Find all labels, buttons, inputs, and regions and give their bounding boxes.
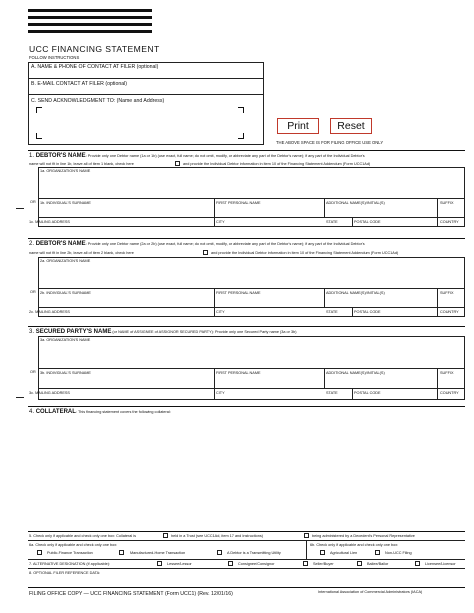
section-2-intro-3: and provide the Individual Debtor information in item 10 of the Financing Statement Addendum (Form UCC1Ad) [211, 251, 399, 255]
section-rule [28, 326, 465, 327]
section-1-title [29, 153, 365, 159]
section-1-mail-label: 1c. MAILING ADDRESS [29, 220, 70, 224]
public-finance-check[interactable] [37, 550, 42, 555]
divider [306, 540, 307, 559]
section-1-addl-label: ADDITIONAL NAME(S)/INITIAL(S) [326, 201, 385, 205]
non-ucc-filing-label: Non-UCC Filing [385, 551, 412, 555]
divider [437, 288, 438, 317]
section-2-check[interactable] [203, 250, 208, 255]
divider [28, 540, 465, 541]
section-1-intro-3: and provide the Individual Debtor information in item 10 of the Financing Statement Addendum (Form UCC1Ad) [183, 162, 371, 166]
margin-mark [16, 397, 24, 398]
divider [352, 388, 353, 400]
divider [38, 198, 465, 199]
footer-iaca: International Association of Commercial Administrators (IACA) [318, 590, 423, 594]
section-3-city-label: CITY [216, 391, 225, 395]
divider [214, 368, 215, 400]
section-5-text: 5. Check only if applicable and check only one box: Collateral is [29, 534, 137, 538]
section-3-country-label: COUNTRY [440, 391, 459, 395]
section-2-first-label: FIRST PERSONAL NAME [216, 291, 261, 295]
bailee-bailor-check[interactable] [357, 561, 362, 566]
section-4-title [29, 409, 171, 415]
section-rule [28, 150, 465, 151]
manufactured-home-label: Manufactured-Home Transaction [130, 551, 186, 555]
section-3-state-label: STATE [326, 391, 338, 395]
divider [324, 368, 325, 388]
section-2-country-label: COUNTRY [440, 310, 459, 314]
or-label: OR [30, 290, 36, 294]
divider [28, 559, 465, 560]
divider [38, 388, 465, 389]
transmitting-utility-check[interactable] [217, 550, 222, 555]
section-1-surname-label: 1b. INDIVIDUAL'S SURNAME [40, 201, 91, 205]
section-3-first-label: FIRST PERSONAL NAME [216, 371, 261, 375]
section-2-heading: DEBTOR'S NAME [35, 241, 86, 247]
section-1-org-label: 1a. ORGANIZATION'S NAME [40, 169, 91, 173]
section-3-postal-label: POSTAL CODE [354, 391, 381, 395]
divider [28, 78, 264, 79]
section-1-country-label: COUNTRY [440, 220, 459, 224]
divider [38, 288, 465, 289]
divider [324, 288, 325, 307]
section-3-title [29, 329, 296, 335]
section-6a-text: 6a. Check only if applicable and check only one box: [29, 543, 118, 547]
section-3-number: 3. [29, 329, 35, 335]
section-3-addl-label: ADDITIONAL NAME(S)/INITIAL(S) [326, 371, 385, 375]
section-1-first-label: FIRST PERSONAL NAME [216, 201, 261, 205]
print-button[interactable]: Print [277, 118, 319, 134]
section-2-city-label: CITY [216, 310, 225, 314]
or-label: OR [30, 200, 36, 204]
ack-address-field[interactable] [36, 107, 244, 139]
licensee-licensor-check[interactable] [415, 561, 420, 566]
divider [324, 198, 325, 217]
lessee-lessor-label: Lessee/Lessor [167, 562, 192, 566]
trust-check[interactable] [163, 533, 168, 538]
contact-at-filer-label: A. NAME & PHONE OF CONTACT AT FILER (optional) [31, 64, 159, 70]
form-title: UCC FINANCING STATEMENT [29, 44, 160, 54]
licensee-licensor-label: Licensee/Licensor [425, 562, 456, 566]
section-4-heading: COLLATERAL [35, 409, 76, 415]
divider [352, 217, 353, 227]
agricultural-lien-check[interactable] [320, 550, 325, 555]
section-1-intro-2: name will not fit in line 1b, leave all of item 1 blank, check here [29, 162, 134, 166]
section-2-state-label: STATE [326, 310, 338, 314]
section-1-check[interactable] [175, 161, 180, 166]
section-1-grid [38, 167, 465, 227]
non-ucc-filing-check[interactable] [375, 550, 380, 555]
section-1-suffix-label: SUFFIX [440, 201, 454, 205]
section-2-org-label: 2a. ORGANIZATION'S NAME [40, 259, 91, 263]
section-2-intro: : Provide only one Debtor name (2a or 2b) (use exact, full name; do not omit, modify, or abbreviate any part of the Debtor's name); if any part of the Individual Debtor's [85, 242, 365, 246]
section-2-surname-label: 2b. INDIVIDUAL'S SURNAME [40, 291, 91, 295]
divider [437, 368, 438, 400]
seller-buyer-label: Seller/Buyer [313, 562, 334, 566]
consignee-consignor-label: Consignee/Consignor [238, 562, 275, 566]
header-bar [28, 30, 152, 33]
or-label: OR [30, 370, 36, 374]
send-ack-label: C. SEND ACKNOWLEDGMENT TO: (Name and Address) [31, 98, 165, 104]
lessee-lessor-check[interactable] [157, 561, 162, 566]
filing-office-note: THE ABOVE SPACE IS FOR FILING OFFICE USE ONLY [276, 140, 384, 145]
section-rule [28, 238, 465, 239]
section-3-org-label: 3a. ORGANIZATION'S NAME [40, 338, 91, 342]
section-2-title [29, 241, 365, 247]
follow-instructions: FOLLOW INSTRUCTIONS [29, 55, 80, 60]
section-1-postal-label: POSTAL CODE [354, 220, 381, 224]
footer-form-id: FILING OFFICE COPY — UCC FINANCING STATEMENT (Form UCC1) (Rev. 12/01/16) [29, 591, 233, 597]
section-rule [28, 587, 465, 588]
header-bar [28, 23, 152, 26]
divider [38, 217, 465, 218]
divider [28, 94, 264, 95]
section-2-addl-label: ADDITIONAL NAME(S)/INITIAL(S) [326, 291, 385, 295]
section-7-text: 7. ALTERNATIVE DESIGNATION (if applicable): [29, 562, 111, 566]
divider [28, 568, 465, 569]
header-bar [28, 16, 152, 19]
section-3-mail-label: 3c. MAILING ADDRESS [29, 391, 70, 395]
section-2-number: 2. [29, 241, 35, 247]
divider [214, 198, 215, 227]
section-rule [28, 531, 465, 532]
section-1-city-label: CITY [216, 220, 225, 224]
reference-data-field[interactable] [29, 577, 465, 587]
divider [38, 368, 465, 369]
bailee-bailor-label: Bailee/Bailor [367, 562, 389, 566]
section-2-intro-2: name will not fit in line 2b, leave all of item 2 blank, check here [29, 251, 134, 255]
decedent-check[interactable] [304, 533, 309, 538]
section-6b-text: 6b. Check only if applicable and check only one box: [310, 543, 399, 547]
divider [38, 307, 465, 308]
section-1-state-label: STATE [326, 220, 338, 224]
section-2-grid [38, 257, 465, 317]
agricultural-lien-label: Agricultural Lien [330, 551, 358, 555]
email-contact-label: B. E-MAIL CONTACT AT FILER (optional) [31, 81, 127, 87]
section-rule [28, 406, 465, 407]
section-2-suffix-label: SUFFIX [440, 291, 454, 295]
collateral-field[interactable] [29, 418, 465, 528]
margin-mark [16, 208, 24, 209]
section-3-suffix-label: SUFFIX [440, 371, 454, 375]
decedent-label: being administered by a Decedent's Personal Representative [312, 534, 415, 538]
divider [352, 307, 353, 317]
section-2-postal-label: POSTAL CODE [354, 310, 381, 314]
section-1-number: 1. [29, 153, 35, 159]
consignee-consignor-check[interactable] [228, 561, 233, 566]
section-4-number: 4. [29, 409, 35, 415]
section-1-heading: DEBTOR'S NAME [35, 153, 86, 159]
section-3-surname-label: 3b. INDIVIDUAL'S SURNAME [40, 371, 91, 375]
reset-button[interactable]: Reset [330, 118, 372, 134]
trust-label: held in a Trust (see UCC1Ad, item 17 and Instructions) [171, 534, 264, 538]
section-8-text: 8. OPTIONAL FILER REFERENCE DATA: [29, 571, 101, 575]
transmitting-utility-label: A Debtor is a Transmitting Utility [227, 551, 281, 555]
divider [214, 288, 215, 317]
section-3-intro: (or NAME of ASSIGNEE of ASSIGNOR SECURED PARTY): Provide only one Secured Party name (3a or 3b) [111, 330, 297, 334]
seller-buyer-check[interactable] [303, 561, 308, 566]
public-finance-label: Public-Finance Transaction [47, 551, 93, 555]
header-bar [28, 9, 152, 12]
section-1-intro: : Provide only one Debtor name (1a or 1b) (use exact, full name; do not omit, modify, or abbreviate any part of the Debtor's name); if any part of the Individual Debtor's [85, 154, 365, 158]
manufactured-home-check[interactable] [119, 550, 124, 555]
section-2-mail-label: 2c. MAILING ADDRESS [29, 310, 70, 314]
section-3-heading: SECURED PARTY'S NAME [35, 329, 112, 335]
section-4-intro: : This financing statement covers the following collateral: [75, 410, 171, 414]
divider [437, 198, 438, 227]
